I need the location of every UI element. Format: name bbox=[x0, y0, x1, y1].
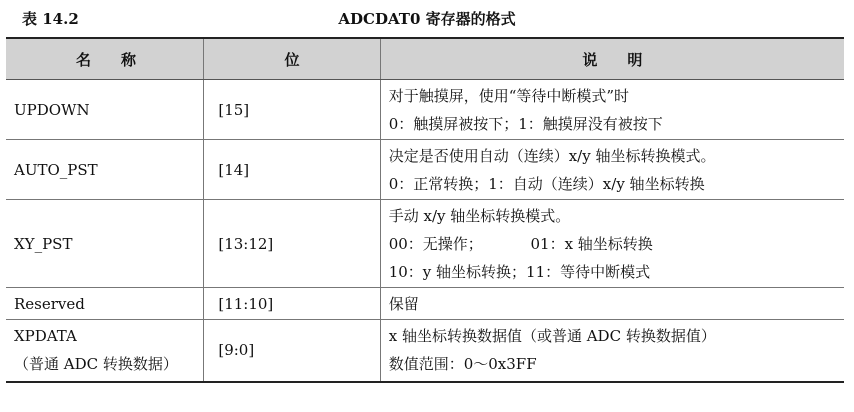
field-description bbox=[380, 140, 844, 200]
register-format-table bbox=[6, 37, 844, 383]
field-name-line: UPDOWN bbox=[14, 100, 90, 119]
table-row bbox=[6, 288, 844, 320]
field-name bbox=[6, 288, 204, 320]
description-line: 0：正常转换；1：自动（连续）x/y 轴坐标转换 bbox=[388, 174, 705, 193]
field-name-line: XY_PST bbox=[14, 234, 73, 253]
table-row bbox=[6, 140, 844, 200]
description-line: 保留 bbox=[388, 294, 419, 313]
field-name-line: XPDATA bbox=[14, 327, 77, 346]
field-description bbox=[380, 200, 844, 288]
field-bit: [13:12] bbox=[204, 200, 380, 288]
description-line: 00：无操作； 01：x 轴坐标转换 bbox=[388, 234, 653, 253]
table-row bbox=[6, 80, 844, 140]
field-description bbox=[380, 320, 844, 382]
field-name bbox=[6, 80, 204, 140]
field-name bbox=[6, 200, 204, 288]
description-line: 手动 x/y 轴坐标转换模式。 bbox=[388, 206, 571, 225]
description-line: 决定是否使用自动（连续）x/y 轴坐标转换模式。 bbox=[388, 146, 716, 165]
description-line: 10：y 轴坐标转换；11：等待中断模式 bbox=[388, 262, 651, 281]
header-description: 说 明 bbox=[380, 38, 844, 80]
field-name bbox=[6, 140, 204, 200]
field-bit: [11:10] bbox=[204, 288, 380, 320]
description-line: 数值范围：0～0x3FF bbox=[388, 355, 537, 374]
field-name bbox=[6, 320, 204, 382]
table-number: 表 14.2 bbox=[22, 10, 79, 28]
table-caption bbox=[0, 6, 854, 30]
header-name: 名 称 bbox=[6, 38, 204, 80]
table-row bbox=[6, 200, 844, 288]
header-row bbox=[6, 38, 844, 80]
field-name-line: AUTO_PST bbox=[14, 160, 98, 179]
field-name-line: Reserved bbox=[14, 294, 85, 313]
field-bit: [9:0] bbox=[204, 320, 380, 382]
description-line: 对于触摸屏，使用“等待中断模式”时 bbox=[388, 86, 630, 105]
field-bit: [14] bbox=[204, 140, 380, 200]
table-title: ADCDAT0 寄存器的格式 bbox=[338, 10, 516, 28]
description-line: x 轴坐标转换数据值（或普通 ADC 转换数据值） bbox=[388, 327, 716, 346]
field-description bbox=[380, 288, 844, 320]
field-name-line: （普通 ADC 转换数据） bbox=[14, 355, 178, 374]
description-line: 0：触摸屏被按下；1：触摸屏没有被按下 bbox=[388, 114, 663, 133]
field-description bbox=[380, 80, 844, 140]
header-bit: 位 bbox=[204, 38, 380, 80]
field-bit: [15] bbox=[204, 80, 380, 140]
table-row bbox=[6, 320, 844, 382]
